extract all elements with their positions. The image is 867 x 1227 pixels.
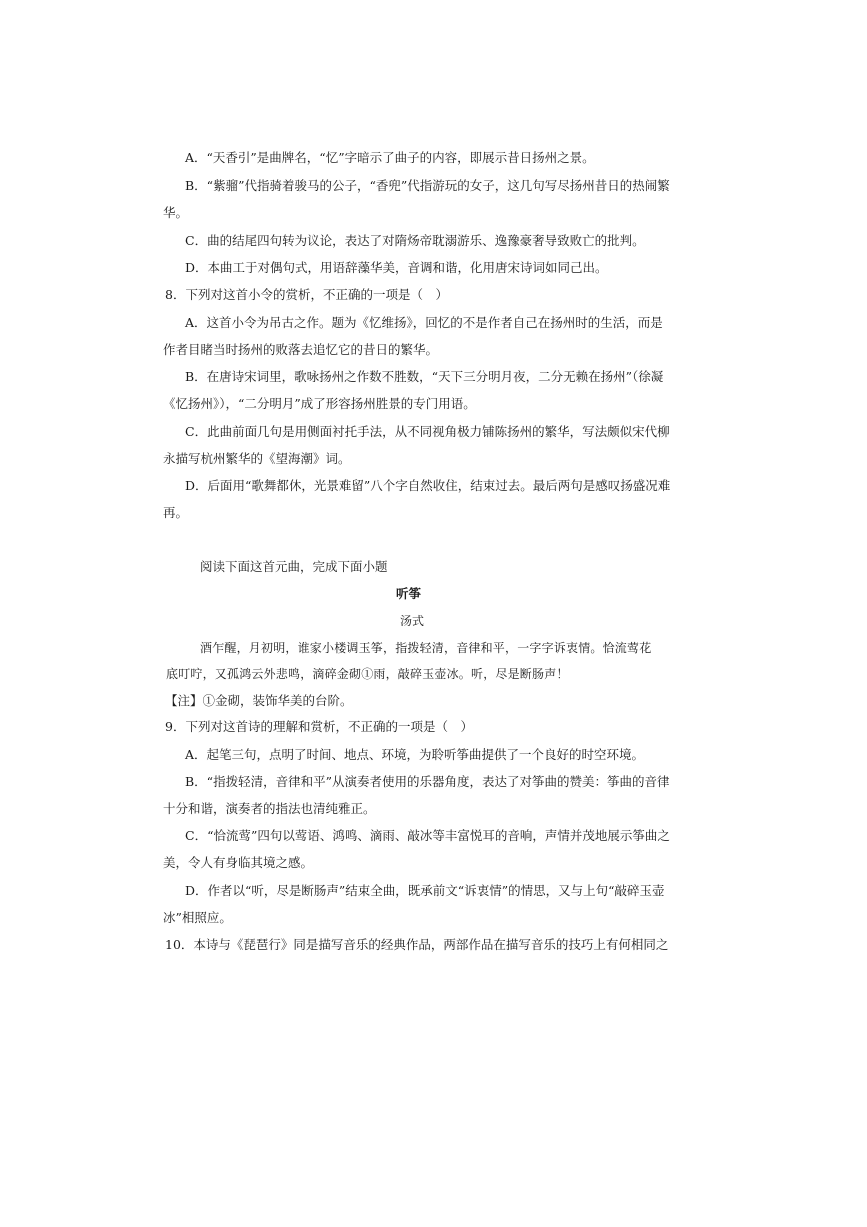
q9-option-c-cont: 美，令人有身临其境之感。	[163, 855, 314, 870]
q8-option-c: C．此曲前面几句是用侧面衬托手法，从不同视角极力铺陈扬州的繁华，写法颇似宋代柳	[185, 424, 670, 439]
q8-option-b-cont: 《忆扬州》），“二分明月”成了形容扬州胜景的专门用语。	[163, 396, 476, 411]
reading-intro: 阅读下面这首元曲，完成下面小题	[200, 559, 388, 574]
q8-option-a-cont: 作者目睹当时扬州的败落去追忆它的昔日的繁华。	[163, 342, 439, 357]
q7-option-b-cont: 华。	[163, 205, 189, 220]
q9-option-d: D．作者以“听，尽是断肠声”结束全曲，既承前文“诉衷情”的情思，又与上句“敲碎玉壶	[185, 883, 665, 898]
q9-option-b-cont: 十分和谐，演奏者的指法也清纯雅正。	[163, 801, 376, 816]
q9-option-d-cont: 冰”相照应。	[163, 910, 232, 925]
q9-stem: 9．下列对这首诗的理解和赏析，不正确的一项是（ ）	[165, 719, 473, 734]
q10-stem: 10．本诗与《琵琶行》同是描写音乐的经典作品，两部作品在描写音乐的技巧上有何相同之	[165, 937, 669, 952]
q9-option-a: A．起笔三句，点明了时间、地点、环境，为聆听筝曲提供了一个良好的时空环境。	[185, 747, 645, 762]
poem-text-line-1: 酒乍醒，月初明，谁家小楼调玉筝，指拨轻清，音律和平，一字字诉衷情。恰流莺花	[200, 641, 652, 655]
poem-text-line-2: 底叮咛，又孤鸿云外悲鸣，滴碎金砌①雨，敲碎玉壶冰。听，尽是断肠声！	[166, 667, 569, 681]
q8-option-d-cont: 再。	[163, 505, 189, 520]
q8-option-d: D．后面用“歌舞都休，光景难留”八个字自然收住，结束过去。最后两句是感叹扬盛况难	[185, 478, 671, 493]
q8-option-c-cont: 永描写杭州繁华的《望海潮》词。	[163, 451, 351, 466]
poem-note: 【注】①金砌，装饰华美的台阶。	[165, 693, 353, 708]
q8-stem: 8．下列对这首小令的赏析，不正确的一项是（ ）	[165, 287, 448, 302]
q7-option-c: C．曲的结尾四句转为议论，表达了对隋炀帝耽溺游乐、逸豫豪奢导致败亡的批判。	[185, 233, 645, 248]
q7-option-d: D．本曲工于对偶句式，用语辞藻华美，音调和谐，化用唐宋诗词如同己出。	[185, 260, 608, 275]
q8-option-a: A．这首小令为吊古之作。题为《忆维扬》，回忆的不是作者自己在扬州时的生活，而是	[185, 315, 663, 330]
q8-option-b: B．在唐诗宋词里，歌咏扬州之作数不胜数，“天下三分明月夜，二分无赖在扬州”（徐凝	[185, 369, 664, 384]
q9-option-c: C．“恰流莺”四句以莺语、鸿鸣、滴雨、敲冰等丰富悦耳的音响，声情并茂地展示筝曲之	[185, 828, 670, 843]
poem-author: 汤式	[400, 614, 425, 628]
q9-option-b: B．“指拨轻清，音律和平”从演奏者使用的乐器角度，表达了对筝曲的赞美：筝曲的音律	[185, 774, 670, 789]
poem-title: 听筝	[396, 586, 422, 601]
q7-option-b: B．“紫骝”代指骑着骏马的公子，“香兜”代指游玩的女子，这几句写尽扬州昔日的热闹繁	[185, 178, 670, 193]
q7-option-a: A．“天香引”是曲牌名，“忆”字暗示了曲子的内容，即展示昔日扬州之景。	[185, 150, 595, 165]
